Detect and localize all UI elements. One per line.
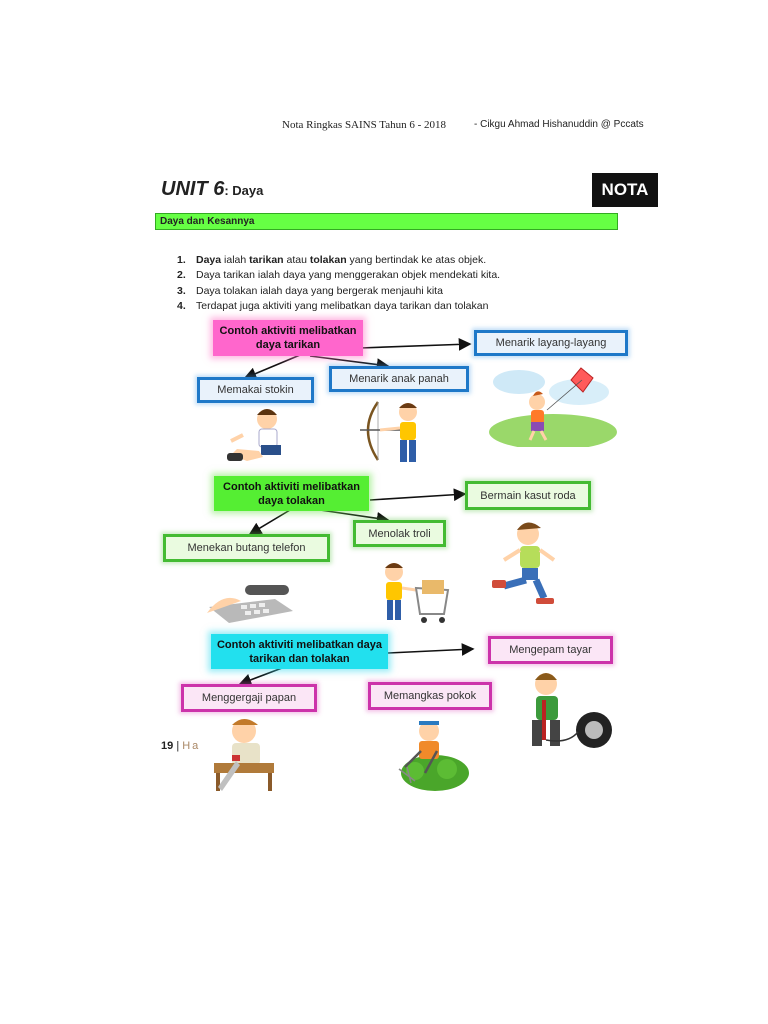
archer-illustration [356,400,442,466]
arrow-tolakan-1 [370,494,465,500]
point-text: Daya tarikan ialah daya yang menggerakan objek mendekati kita. [196,269,501,282]
hub-tarikan: Contoh aktiviti melibatkan daya tarikan [213,320,363,356]
arrow-keduanya-2 [240,668,282,684]
point-number: 1. [177,254,186,266]
section-heading: Daya dan Kesannya [155,213,618,230]
leaf-bermain-kasut-roda: Bermain kasut roda [465,481,591,510]
point-number: 4. [177,299,186,312]
leaf-menolak-troli: Menolak troli [353,520,446,547]
point-keyword: tarikan [249,254,284,266]
point-number: 3. [177,284,186,297]
footer-text: Ha [182,740,201,752]
sock-boy-illustration [223,405,295,467]
unit-number: UNIT 6 [161,178,225,200]
point-keyword: tolakan [309,254,347,266]
point-text: yang bertindak ke atas objek. [346,254,487,266]
footer-separator: | [176,740,180,752]
leaf-menarik-anak-panah: Menarik anak panah [329,366,469,392]
page-footer [161,740,200,752]
hedge-trim-illustration [385,717,469,793]
tyre-pump-illustration [518,670,614,752]
leaf-mengepam-tayar: Mengepam tayar [488,636,613,664]
roller-skater-illustration [484,520,564,608]
arrow-tolakan-2 [250,510,290,534]
point-text: Daya tolakan ialah daya yang bergerak menjauhi kita [196,284,443,297]
saw-boy-illustration [208,717,276,795]
arrow-tarikan-1 [360,344,470,348]
arrow-tarikan-2 [245,355,300,378]
leaf-memakai-stokin: Memakai stokin [197,377,314,403]
point-text: Terdapat juga aktiviti yang melibatkan daya tarikan dan tolakan [196,299,489,312]
hub-tolakan: Contoh aktiviti melibatkan daya tolakan [214,476,369,511]
hub-tarikan-dan-tolakan: Contoh aktiviti melibatkan daya tarikan dan tolakan [211,634,388,669]
arrow-tarikan-3 [310,356,388,366]
point-text: ialah [221,254,250,266]
point-text: atau [283,254,310,266]
arrow-keduanya-1 [388,649,473,653]
leaf-menekan-butang-telefon: Menekan butang telefon [163,534,330,562]
header-left: Nota Ringkas SAINS Tahun 6 - 2018 [282,119,447,131]
unit-subtitle: : Daya [224,183,264,198]
arrow-tolakan-3 [320,510,388,520]
page-number: 19 [161,740,174,752]
kite-illustration [489,362,617,447]
point-keyword: Daya [196,254,222,266]
leaf-menarik-layang-layang: Menarik layang-layang [474,330,628,356]
trolley-boy-illustration [372,560,452,626]
phone-illustration [205,577,297,627]
point-number: 2. [177,269,186,282]
leaf-memangkas-pokok: Memangkas pokok [368,682,492,710]
leaf-menggergaji-papan: Menggergaji papan [181,684,317,712]
nota-badge: NOTA [592,173,658,207]
header-right: - Cikgu Ahmad Hishanuddin @ Pccats [474,119,644,130]
